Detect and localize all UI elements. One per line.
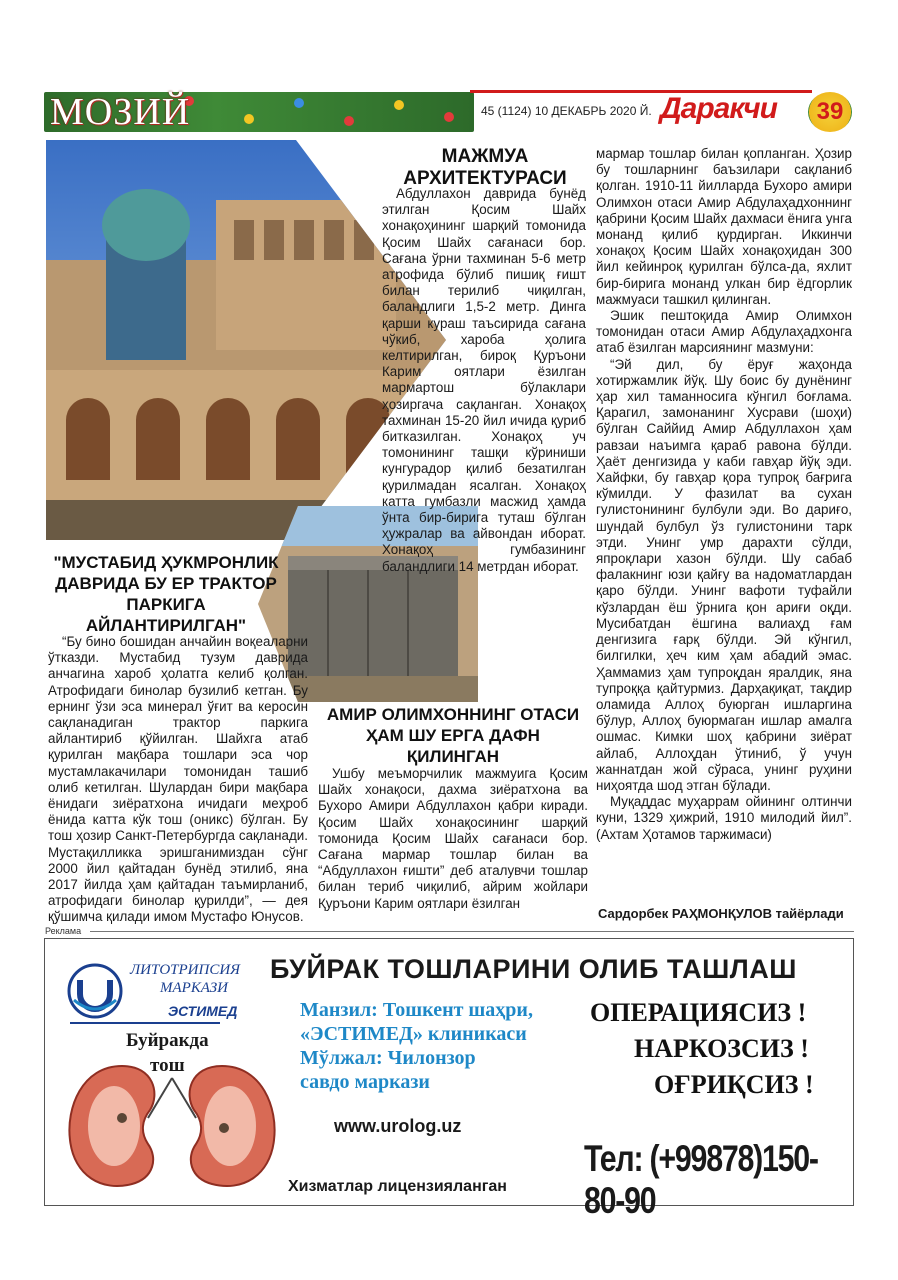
clinic-phone: Тел: (+99878)150-80-90 [584,1138,818,1221]
author-signature: Сардорбек РАҲМОНҚУЛОВ тайёрлади [598,906,844,921]
article-text-col3 [596,146,852,843]
newspaper-logo [660,92,810,128]
kidney-label: тош [150,1055,185,1076]
clinic-website: www.urolog.uz [334,1116,462,1136]
paragraph: Ушбу меъморчилик мажмуига Қосим Шайх хонақоси, дахма зиёратхона ва Бухоро Амири Абдуллахон қабри киради. Қосим Шайх хонақосининг шарқий томонида Қосим Шайх сағанаси бор. Сағана мармар тошлар билан ва “Абдуллахон ғишти” деб аталувчи тошлар билан териб чиқилиб, айрим жойлари Қуръони Карим оятлари ёзилган [318,766,588,911]
clinic-logo-line2: МАРКАЗИ [160,980,229,996]
newspaper-logo-text: Даракчи [660,92,777,125]
heading-amir-father: АМИР ОЛИМХОННИНГ ОТАСИ ҲАМ ШУ ЕРГА ДАФН ҚИЛИНГАН [326,705,580,766]
ad-feature: ОПЕРАЦИЯСИЗ ! [590,998,807,1027]
kidney-label: Буйракда [126,1030,209,1051]
page-number: 39 [808,92,852,132]
kidney-illustration-icon [62,1058,282,1196]
ad-title: БУЙРАК ТОШЛАРИНИ ОЛИБ ТАШЛАШ [270,954,797,984]
address-line: «ЭСТИМЕД» клиникаси [300,1023,527,1045]
paragraph: “Эй дил, бу ёруғ жаҳонда хотиржамлик йўқ. Шу боис бу дунёнинг ҳар хил таманносига кўнгил боғлама. Қарагил, замонанинг Хусрави (шоҳи) бўлган Саййид Амир Абдуллахон ҳам равзаи наъимга қараб равона бўлди. Ҳаёт денгизида у каби гавҳар йўқ эди. Хайфки, бу гавҳар қора тупроқ бағрига кўмилди. У фазилат ва сухан гулистонининг булбули эди. Во дариғо, шундай булбул ўз гулистонини тарк этди. Унинг умр дарахти сўлди, япроқлари хазон бўлди. Шу сабаб фалакнинг юзи қайғу ва надоматлардан қаро бўлди. Унинг вафоти туфайли кўзлардан ёш ўрнига қон ариғи оқди. Мусибатдан ёшгина валиаҳд ғам денгизига ғарқ бўлди. Эй кўнгил, билгилки, ҳеч ким ҳам абадий эмас. Ҳаммамиз ҳам тупроқдан яралдик, яна тупроққа қайтурмиз. Дарҳақиқат, тақдир оламида Аллоҳ буюрган ишларгина бўлур, Аллоҳ буюрмаган ишлар амалга ошмас. Кимки шоҳ қабрини зиёрат айлаб, Аллоҳдан ўтиниб, ў учун жаннатдан жой сўраса, унинг руҳини ниҳоятда шод этган бўлади. [596,356,852,793]
address-line: Мўлжал: Чилонзор [300,1047,476,1069]
article-text-tractor [48,634,308,926]
paragraph: Муқаддас муҳаррам ойининг олтинчи куни, 1329 ҳижрий, 1910 милодий йил”. (Ахтам Ҳотамов таржимаси) [596,794,852,842]
issue-date: 45 (1124) 10 ДЕКАБРЬ 2020 Й. [481,104,652,118]
ad-label: Реклама [45,926,82,936]
license-note: Хизматлар лицензияланган [288,1178,507,1195]
heading-tractor-park: "МУСТАБИД ҲУКМРОНЛИК ДАВРИДА БУ ЕР ТРАКТОР ПАРКИГА АЙЛАНТИРИЛГАН" [53,553,279,635]
paragraph: “Бу бино бошидан анчайин воқеаларни ўтказди. Мустабид тузум даврида анчагина хароб ҳолатга келиб қолган. Атрофидаги бинолар бузилиб кетган. Бу ернинг ўзи эса минерал ўғит ва керосин сақланадиган трактор паркига айлантириб қўйилган. Шайхга атаб қурилган мақбара тошлари эса чор мустамлакачилари томонидан ташиб олиб кетилган. Шулардан бири мақбара ёнидаги зиёратхона ичидаги меҳроб ёнида катта кўк тош (оникс) бўлган. Бу тош ҳозир Санкт-Петербургда сақланади. Мустақилликка эришганимиздан сўнг 2000 йил қайтадан бунёд этилиб, яна 2017 йилда ҳам қайтадан таъмирланиб, атрофидаги бинолар қурилди”, — дея қўшимча қилади имом Мустафо Юнусов. [48,634,308,925]
article-text-amir [318,766,588,912]
heading-complex-architecture: МАЖМУА АРХИТЕКТУРАСИ [403,146,567,189]
address-line: савдо маркази [300,1071,430,1093]
clinic-logo-line3: ЭСТИМЕД [168,1003,238,1019]
address-line: Манзил: Тошкент шаҳри, [300,999,533,1021]
ad-divider [90,931,854,932]
article-text-architecture [382,186,586,575]
ad-feature: НАРКОЗСИЗ ! [634,1034,809,1063]
paragraph: мармар тошлар билан қопланган. Ҳозир бу тошларнинг баъзилари сақланиб қолган. 1910-11 йилларда Бухоро амири Олимхон отаси Амир Абдулаҳадхоннинг қабрини Қосим Шайх дахмаси ёнига унга монанд қилиб қурдирган. Иккинчи хонақоҳ Қосим Шайх хонақоҳидан 300 йил кейинроқ қурилган бўлса-да, яхлит бир-бирига монанд улкан бир ёдгорлик мажмуаси ташкил қилинган. [596,146,852,307]
clinic-logo-icon [66,962,124,1020]
paragraph: Эшик пештоқида Амир Олимхон томонидан отаси Амир Абдулаҳадхонга атаб ёзилган марсиянинг мазмуни: [596,308,852,356]
ad-feature: ОҒРИҚСИЗ ! [654,1070,814,1099]
clinic-logo-line1: ЛИТОТРИПСИЯ [130,962,241,978]
section-title: МОЗИЙ [50,91,191,133]
clinic-logo-bar [70,1022,220,1024]
paragraph: Абдуллахон даврида бунёд этилган Қосим Шайх хонақоҳининг шарқий томонида Қосим Шайх сағанаси бор. Сағана ўрни тахминан 5-6 метр атрофида бўлиб пишиқ ғишт билан терилиб чиқилган, баландлиги 1,5-2 метр. Динга қарши кураш таъсирида сағана чўкиб, хароба ҳолига келтирилган, бироқ Қуръони Карим оятлари ёзилган мармартош бўлаклари ҳозиргача сақланган. Хонақоҳ тахминан 15-20 йил ичида қуриб битказилган. Хонақоҳ уч томонининг ташқи кўриниши кунгурадор қилиб безатилган қурилмадан ясалган. Хонақоҳ катта гумбазли масжид ҳамда ўнта бир-бирига туташ бўлган ҳужралар ва айвондан иборат. Хонақоҳ гумбазининг баландлиги 14 метрдан иборат. [382,186,586,574]
clinic-address [300,998,533,1094]
